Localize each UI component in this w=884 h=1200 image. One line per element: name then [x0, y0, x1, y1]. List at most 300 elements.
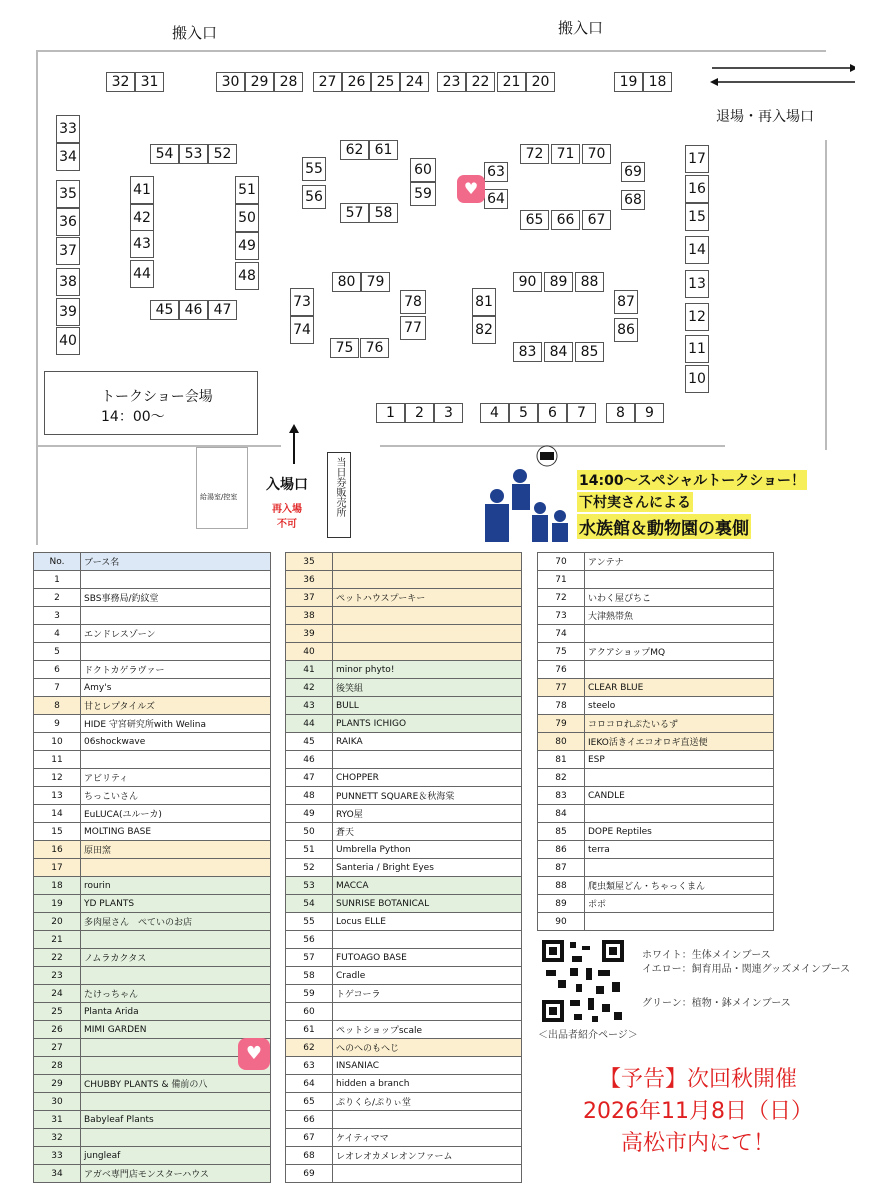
- booth-name: ESP: [585, 751, 774, 769]
- booth-number: 4: [34, 625, 81, 643]
- table-row: [34, 589, 271, 607]
- booth-name: アガベ専門店モンスターハウス: [81, 1165, 271, 1183]
- table-row: [34, 967, 271, 985]
- booth-name: 大津熱帯魚: [585, 607, 774, 625]
- wall-left: [36, 50, 38, 445]
- booth-number: 76: [538, 661, 585, 679]
- booth-name: [585, 661, 774, 679]
- booth-9[interactable]: 9: [635, 403, 664, 423]
- booth-number: 54: [286, 895, 333, 913]
- booth-name: 原田窯: [81, 841, 271, 859]
- booth-74[interactable]: 74: [290, 316, 314, 344]
- table-row: [34, 571, 271, 589]
- booth-51[interactable]: 51: [235, 176, 259, 204]
- booth-number: 58: [286, 967, 333, 985]
- table-row: [538, 841, 774, 859]
- speaker-audience-icon: [482, 444, 572, 544]
- booth-name: Locus ELLE: [333, 913, 522, 931]
- table-row: [34, 895, 271, 913]
- talk-time-label: 14：00〜: [101, 409, 165, 425]
- booth-name: rourin: [81, 877, 271, 895]
- booth-12[interactable]: 12: [685, 303, 709, 331]
- table-row: [286, 787, 522, 805]
- table-row: [538, 553, 774, 571]
- booth-name: ポポ: [585, 895, 774, 913]
- qr-code-icon: [540, 938, 626, 1024]
- booth-42[interactable]: 42: [130, 204, 154, 232]
- booth-number: 8: [34, 697, 81, 715]
- no-reentry-label: 再入場 不可: [272, 504, 302, 530]
- booth-number: 17: [34, 859, 81, 877]
- table-row: [34, 1075, 271, 1093]
- table-row: [538, 805, 774, 823]
- legend-yellow: イエロー：飼育用品・関連グッズメインブース: [642, 964, 851, 975]
- special-talk-title: 14:00〜スペシャルトークショー！: [577, 470, 807, 490]
- booth-72[interactable]: 72: [520, 144, 549, 164]
- booth-number: 25: [34, 1003, 81, 1021]
- booth-number: 51: [286, 841, 333, 859]
- booth-number: 68: [286, 1147, 333, 1165]
- booth-77[interactable]: 77: [400, 316, 426, 340]
- booth-17[interactable]: 17: [685, 145, 709, 173]
- booth-number: 11: [34, 751, 81, 769]
- table-row: [286, 841, 522, 859]
- booth-number: 27: [34, 1039, 81, 1057]
- booth-name: CANDLE: [585, 787, 774, 805]
- booth-2[interactable]: 2: [405, 403, 434, 423]
- exit-reentry-label: 退場・再入場口: [716, 109, 814, 125]
- booth-5[interactable]: 5: [509, 403, 538, 423]
- booth-name: [333, 625, 522, 643]
- booth-number: 49: [286, 805, 333, 823]
- booth-name: [333, 571, 522, 589]
- table-row: [34, 1129, 271, 1147]
- table-row: [286, 733, 522, 751]
- table-row: [538, 787, 774, 805]
- booth-90[interactable]: 90: [513, 272, 542, 292]
- booth-25[interactable]: 25: [371, 72, 400, 92]
- table-row: [286, 625, 522, 643]
- booth-number: 75: [538, 643, 585, 661]
- booth-86[interactable]: 86: [614, 318, 638, 342]
- booth-46[interactable]: 46: [179, 300, 208, 320]
- booth-number: 50: [286, 823, 333, 841]
- booth-number: 89: [538, 895, 585, 913]
- table-row: [34, 1021, 271, 1039]
- table-row: [538, 769, 774, 787]
- booth-number: 31: [34, 1111, 81, 1129]
- booth-13[interactable]: 13: [685, 270, 709, 298]
- booth-41[interactable]: 41: [130, 176, 154, 204]
- booth-name: ケイティママ: [333, 1129, 522, 1147]
- wall-top: [36, 50, 826, 52]
- booth-name: [81, 859, 271, 877]
- booth-70[interactable]: 70: [582, 144, 611, 164]
- booth-24[interactable]: 24: [400, 72, 429, 92]
- booth-name: アクアショップMQ: [585, 643, 774, 661]
- booth-number: 53: [286, 877, 333, 895]
- table-row: [34, 985, 271, 1003]
- booth-number: 60: [286, 1003, 333, 1021]
- table-row: [286, 643, 522, 661]
- booth-number: 26: [34, 1021, 81, 1039]
- booth-name: [333, 1003, 522, 1021]
- table-row: [286, 1111, 522, 1129]
- booth-64[interactable]: 64: [484, 189, 508, 209]
- table-row: [34, 607, 271, 625]
- table-row: [286, 715, 522, 733]
- booth-40[interactable]: 40: [56, 327, 80, 355]
- booth-16[interactable]: 16: [685, 175, 709, 203]
- booth-name: steelo: [585, 697, 774, 715]
- booth-30[interactable]: 30: [216, 72, 245, 92]
- booth-name: CHOPPER: [333, 769, 522, 787]
- booth-49[interactable]: 49: [235, 232, 259, 260]
- table-row: [34, 787, 271, 805]
- table-row: [286, 985, 522, 1003]
- booth-number: 12: [34, 769, 81, 787]
- booth-1[interactable]: 1: [376, 403, 405, 423]
- table-row: [34, 697, 271, 715]
- booth-name: たけっちゃん: [81, 985, 271, 1003]
- booth-50[interactable]: 50: [235, 204, 259, 232]
- booth-48[interactable]: 48: [235, 262, 259, 290]
- booth-name: [81, 1129, 271, 1147]
- booth-87[interactable]: 87: [614, 290, 638, 314]
- booth-name: [81, 967, 271, 985]
- booth-66[interactable]: 66: [551, 210, 580, 230]
- booth-number: 79: [538, 715, 585, 733]
- booth-name: [81, 607, 271, 625]
- table-row: [286, 553, 522, 571]
- booth-number: 22: [34, 949, 81, 967]
- booth-number: 59: [286, 985, 333, 1003]
- legend-white: ホワイト：生体メインブース: [642, 950, 771, 961]
- booth-name: [81, 751, 271, 769]
- booth-44[interactable]: 44: [130, 260, 154, 288]
- booth-80[interactable]: 80: [332, 272, 361, 292]
- table-row: [538, 913, 774, 931]
- booth-84[interactable]: 84: [544, 342, 573, 362]
- table-row: [34, 661, 271, 679]
- booth-number: 56: [286, 931, 333, 949]
- table-row: [286, 769, 522, 787]
- table-row: [286, 661, 522, 679]
- table-row: [34, 625, 271, 643]
- booth-63[interactable]: 63: [484, 162, 508, 182]
- booth-name: BULL: [333, 697, 522, 715]
- booth-name: RAIKA: [333, 733, 522, 751]
- qr-code[interactable]: [540, 938, 626, 1024]
- booth-57[interactable]: 57: [340, 203, 369, 223]
- ticket-booth-label: 当日券販売所: [334, 457, 345, 517]
- booth-8[interactable]: 8: [606, 403, 635, 423]
- talk-venue-label: トークショー会場: [101, 389, 213, 405]
- booth-45[interactable]: 45: [150, 300, 179, 320]
- booth-number: 44: [286, 715, 333, 733]
- booth-number: 45: [286, 733, 333, 751]
- booth-number: 55: [286, 913, 333, 931]
- booth-11[interactable]: 11: [685, 335, 709, 363]
- table-row: [34, 931, 271, 949]
- booth-number: 13: [34, 787, 81, 805]
- booth-61[interactable]: 61: [369, 140, 398, 160]
- booth-89[interactable]: 89: [544, 272, 573, 292]
- booth-54[interactable]: 54: [150, 144, 179, 164]
- booth-29[interactable]: 29: [245, 72, 274, 92]
- booth-name: [81, 1093, 271, 1111]
- table-row: [538, 661, 774, 679]
- booth-6[interactable]: 6: [538, 403, 567, 423]
- booth-name: Santeria / Bright Eyes: [333, 859, 522, 877]
- booth-name: [333, 1165, 522, 1183]
- booth-table-1: [33, 552, 271, 1183]
- booth-number: 14: [34, 805, 81, 823]
- booth-number: 6: [34, 661, 81, 679]
- booth-name: [585, 769, 774, 787]
- booth-number: 9: [34, 715, 81, 733]
- booth-43[interactable]: 43: [130, 230, 154, 258]
- booth-number: 40: [286, 643, 333, 661]
- booth-number: 90: [538, 913, 585, 931]
- booth-name: ドクトカゲラヴァー: [81, 661, 271, 679]
- booth-27[interactable]: 27: [313, 72, 342, 92]
- booth-name: コロコロれぷたいるず: [585, 715, 774, 733]
- booth-number: 1: [34, 571, 81, 589]
- booth-name: MOLTING BASE: [81, 823, 271, 841]
- booth-number: 82: [538, 769, 585, 787]
- booth-name: DOPE Reptiles: [585, 823, 774, 841]
- table-row: [538, 823, 774, 841]
- booth-52[interactable]: 52: [208, 144, 237, 164]
- booth-58[interactable]: 58: [369, 203, 398, 223]
- booth-name: 甘とレプタイルズ: [81, 697, 271, 715]
- booth-59[interactable]: 59: [410, 182, 436, 206]
- booth-71[interactable]: 71: [551, 144, 580, 164]
- booth-73[interactable]: 73: [290, 288, 314, 316]
- booth-number: 80: [538, 733, 585, 751]
- booth-32[interactable]: 32: [106, 72, 135, 92]
- table-row: [34, 805, 271, 823]
- booth-23[interactable]: 23: [437, 72, 466, 92]
- booth-name: MACCA: [333, 877, 522, 895]
- booth-number: 85: [538, 823, 585, 841]
- table-row: [538, 895, 774, 913]
- booth-number: 78: [538, 697, 585, 715]
- booth-21[interactable]: 21: [497, 72, 526, 92]
- booth-name: MIMI GARDEN: [81, 1021, 271, 1039]
- booth-number: 3: [34, 607, 81, 625]
- booth-19[interactable]: 19: [614, 72, 643, 92]
- booth-number: 16: [34, 841, 81, 859]
- booth-number: 86: [538, 841, 585, 859]
- booth-name: [333, 607, 522, 625]
- booth-88[interactable]: 88: [575, 272, 604, 292]
- booth-number: 19: [34, 895, 81, 913]
- wall-right: [825, 140, 827, 450]
- booth-name: [81, 931, 271, 949]
- booth-number: 81: [538, 751, 585, 769]
- table-row: [538, 607, 774, 625]
- booth-53[interactable]: 53: [179, 144, 208, 164]
- table-row: [538, 715, 774, 733]
- booth-69[interactable]: 69: [621, 162, 645, 182]
- booth-name: jungleaf: [81, 1147, 271, 1165]
- booth-10[interactable]: 10: [685, 365, 709, 393]
- booth-35[interactable]: 35: [56, 180, 80, 208]
- booth-number: 73: [538, 607, 585, 625]
- favorite-heart-icon-2[interactable]: ♥: [238, 1038, 270, 1070]
- booth-number: 41: [286, 661, 333, 679]
- ticket-booth: [327, 452, 351, 538]
- booth-name: エンドレスゾーン: [81, 625, 271, 643]
- booth-number: 37: [286, 589, 333, 607]
- talk-show-area: [44, 371, 258, 435]
- booth-18[interactable]: 18: [643, 72, 672, 92]
- booth-name: [585, 571, 774, 589]
- booth-33[interactable]: 33: [56, 115, 80, 143]
- booth-3[interactable]: 3: [434, 403, 463, 423]
- table-row: [34, 1147, 271, 1165]
- booth-name: Babyleaf Plants: [81, 1111, 271, 1129]
- table-row: [34, 715, 271, 733]
- booth-name: PLANTS ICHIGO: [333, 715, 522, 733]
- booth-name: [333, 931, 522, 949]
- booth-name: 後笑組: [333, 679, 522, 697]
- booth-number: 38: [286, 607, 333, 625]
- booth-name: Cradle: [333, 967, 522, 985]
- table-row: [286, 1147, 522, 1165]
- wall-lower-left: [36, 445, 38, 545]
- table-row: [286, 1129, 522, 1147]
- booth-67[interactable]: 67: [582, 210, 611, 230]
- table-row: [286, 751, 522, 769]
- booth-38[interactable]: 38: [56, 268, 80, 296]
- booth-number: 39: [286, 625, 333, 643]
- booth-name: ノムラカクタス: [81, 949, 271, 967]
- booth-name: [81, 643, 271, 661]
- qr-caption: ＜出品者紹介ページ＞: [538, 1030, 638, 1041]
- booth-name: レオレオカメレオンファーム: [333, 1147, 522, 1165]
- table-row: [286, 697, 522, 715]
- booth-number: 35: [286, 553, 333, 571]
- table-row: [34, 1111, 271, 1129]
- booth-number: 62: [286, 1039, 333, 1057]
- booth-36[interactable]: 36: [56, 208, 80, 236]
- booth-26[interactable]: 26: [342, 72, 371, 92]
- booth-76[interactable]: 76: [360, 338, 389, 358]
- favorite-heart-icon[interactable]: ♥: [457, 175, 485, 203]
- booth-75[interactable]: 75: [330, 338, 359, 358]
- booth-name: Umbrella Python: [333, 841, 522, 859]
- booth-number: 64: [286, 1075, 333, 1093]
- booth-22[interactable]: 22: [466, 72, 495, 92]
- booth-4[interactable]: 4: [480, 403, 509, 423]
- table-row: [34, 877, 271, 895]
- booth-62[interactable]: 62: [340, 140, 369, 160]
- booth-table-3: [537, 552, 774, 931]
- booth-name: Amy's: [81, 679, 271, 697]
- venue-map: [0, 0, 884, 545]
- booth-name: CLEAR BLUE: [585, 679, 774, 697]
- booth-14[interactable]: 14: [685, 236, 709, 264]
- table-row: [286, 805, 522, 823]
- booth-name: アンテナ: [585, 553, 774, 571]
- booth-number: 21: [34, 931, 81, 949]
- booth-37[interactable]: 37: [56, 237, 80, 265]
- table-row: [286, 1039, 522, 1057]
- booth-number: 15: [34, 823, 81, 841]
- table-row: [34, 1003, 271, 1021]
- booth-34[interactable]: 34: [56, 143, 80, 171]
- lounge-room: [196, 447, 248, 529]
- table-row: [538, 679, 774, 697]
- table-row: [538, 859, 774, 877]
- booth-7[interactable]: 7: [567, 403, 596, 423]
- next-event-notice: [548, 1064, 848, 1160]
- booth-68[interactable]: 68: [621, 190, 645, 210]
- booth-60[interactable]: 60: [410, 158, 436, 182]
- header-name: ブース名: [81, 553, 271, 571]
- booth-name: 多肉屋さん ぺていのお店: [81, 913, 271, 931]
- booth-number: 70: [538, 553, 585, 571]
- booth-number: 34: [34, 1165, 81, 1183]
- notice-line-2: 2026年11月8日（日）: [583, 1099, 813, 1124]
- booth-65[interactable]: 65: [520, 210, 549, 230]
- booth-82[interactable]: 82: [472, 316, 496, 344]
- booth-47[interactable]: 47: [208, 300, 237, 320]
- booth-name: 蒼天: [333, 823, 522, 841]
- table-row: [538, 751, 774, 769]
- booth-20[interactable]: 20: [526, 72, 555, 92]
- booth-name: ぷりくら/ぷりぃ堂: [333, 1093, 522, 1111]
- table-row: [34, 841, 271, 859]
- booth-number: 18: [34, 877, 81, 895]
- booth-number: 10: [34, 733, 81, 751]
- table-row: [286, 571, 522, 589]
- booth-55[interactable]: 55: [302, 157, 326, 181]
- booth-name: INSANIAC: [333, 1057, 522, 1075]
- booth-39[interactable]: 39: [56, 298, 80, 326]
- booth-number: 63: [286, 1057, 333, 1075]
- booth-15[interactable]: 15: [685, 203, 709, 231]
- booth-table-2: [285, 552, 522, 1183]
- table-row: [538, 877, 774, 895]
- booth-79[interactable]: 79: [361, 272, 390, 292]
- booth-number: 72: [538, 589, 585, 607]
- booth-number: 69: [286, 1165, 333, 1183]
- table-row: [34, 733, 271, 751]
- booth-81[interactable]: 81: [472, 288, 496, 316]
- table-row: [34, 823, 271, 841]
- entrance-arrow-icon: [287, 424, 301, 464]
- booth-name: minor phyto!: [333, 661, 522, 679]
- booth-83[interactable]: 83: [513, 342, 542, 362]
- booth-name: [585, 913, 774, 931]
- booth-number: 87: [538, 859, 585, 877]
- booth-78[interactable]: 78: [400, 290, 426, 314]
- table-row: [286, 823, 522, 841]
- table-row: [286, 967, 522, 985]
- booth-name: IEKO活きイエコオロギ直送便: [585, 733, 774, 751]
- table-row: [34, 949, 271, 967]
- booth-28[interactable]: 28: [274, 72, 303, 92]
- booth-56[interactable]: 56: [302, 185, 326, 209]
- booth-31[interactable]: 31: [135, 72, 164, 92]
- booth-number: 29: [34, 1075, 81, 1093]
- booth-name: hidden a branch: [333, 1075, 522, 1093]
- booth-85[interactable]: 85: [575, 342, 604, 362]
